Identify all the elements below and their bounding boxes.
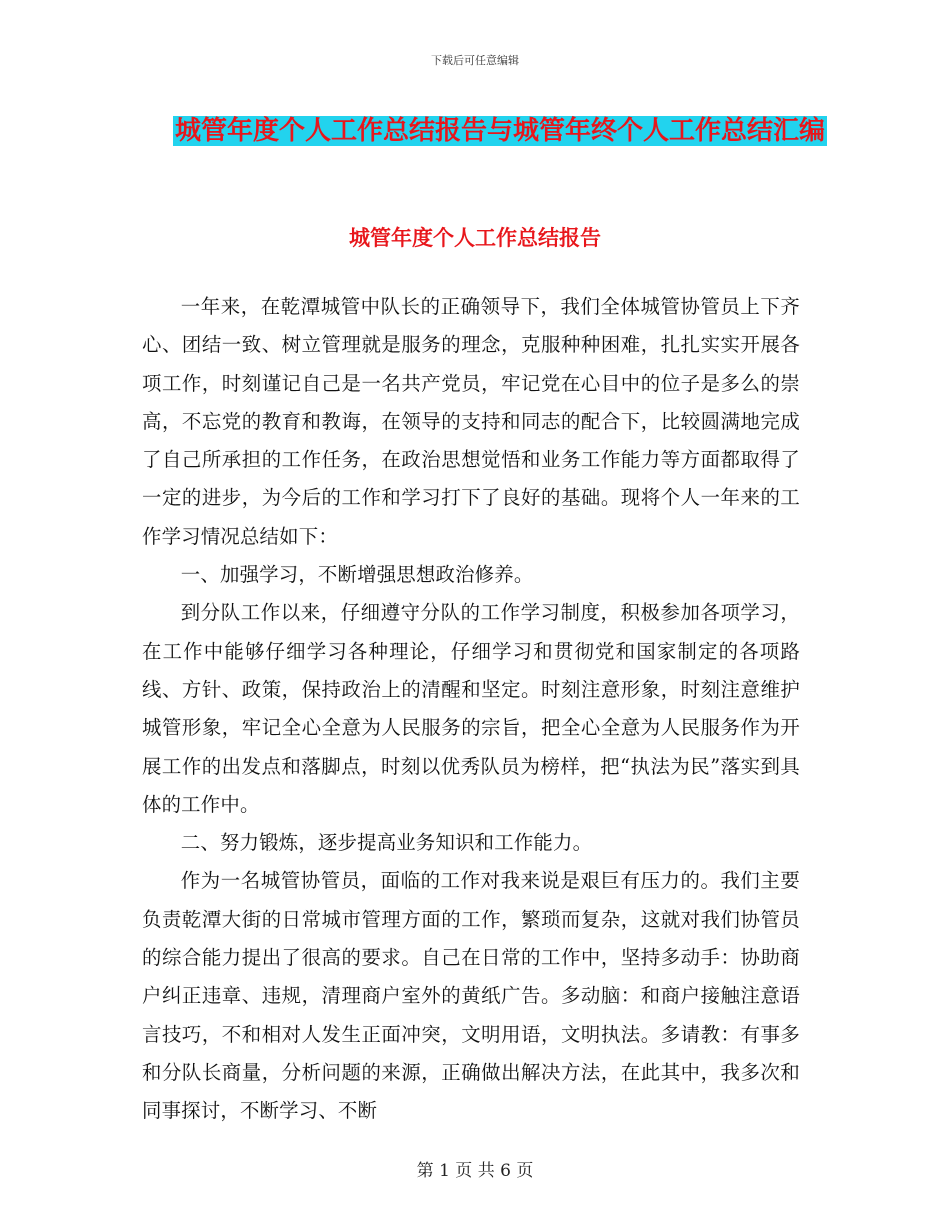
document-title-text: 城管年度个人工作总结报告与城管年终个人工作总结汇编 [174,116,825,146]
paragraph-2: 作为一名城管协管员，面临的工作对我来说是艰巨有压力的。我们主要负责乾潭大街的日常城市管理方面的工作，繁琐而复杂，这就对我们协管员的综合能力提出了很高的要求。自己在日常的工作中，坚持多动手：协助商户纠正违章、违规，清理商户室外的黄纸广告。多动脑：和商户接触注意语言技巧，不和相对人发生正面冲突，文明用语，文明执法。多请教：有事多和分队长商量，分析问题的来源，正确做出解决方法，在此其中，我多次和同事探讨，不断学习、不断 [142,869,800,1123]
page-footer: 第 1 页 共 6 页 [416,1161,534,1181]
paragraph-1: 到分队工作以来，仔细遵守分队的工作学习制度，积极参加各项学习，在工作中能够仔细学习各种理论，仔细学习和贯彻党和国家制定的各项路线、方针、政策，保持政治上的清醒和坚定。时刻注意形象，时刻注意维护城管形象，牢记全心全意为人民服务的宗旨，把全心全意为人民服务作为开展工作的出发点和落脚点，时刻以优秀队员为榜样，把“执法为民”落实到具体的工作中。 [142,601,800,816]
document-body [142,288,800,1131]
section-heading-2: 二、努力锻炼，逐步提高业务知识和工作能力。 [180,831,593,855]
document-title [140,108,860,154]
paragraph-intro: 一年来，在乾潭城管中队长的正确领导下，我们全体城管协管员上下齐心、团结一致、树立管理就是服务的理念，克服种种困难，扎扎实实开展各项工作，时刻谨记自己是一名共产党员，牢记党在心目中的位子是多么的崇高，不忘党的教育和教诲，在领导的支持和同志的配合下，比较圆满地完成了自己所承担的工作任务，在政治思想觉悟和业务工作能力等方面都取得了一定的进步，为今后的工作和学习打下了良好的基础。现将个人一年来的工作学习情况总结如下： [142,295,800,548]
section-heading-1: 一、加强学习，不断增强思想政治修养。 [180,563,534,587]
header-note: 下载后可任意编辑 [431,54,519,67]
section-title: 城管年度个人工作总结报告 [349,226,601,250]
